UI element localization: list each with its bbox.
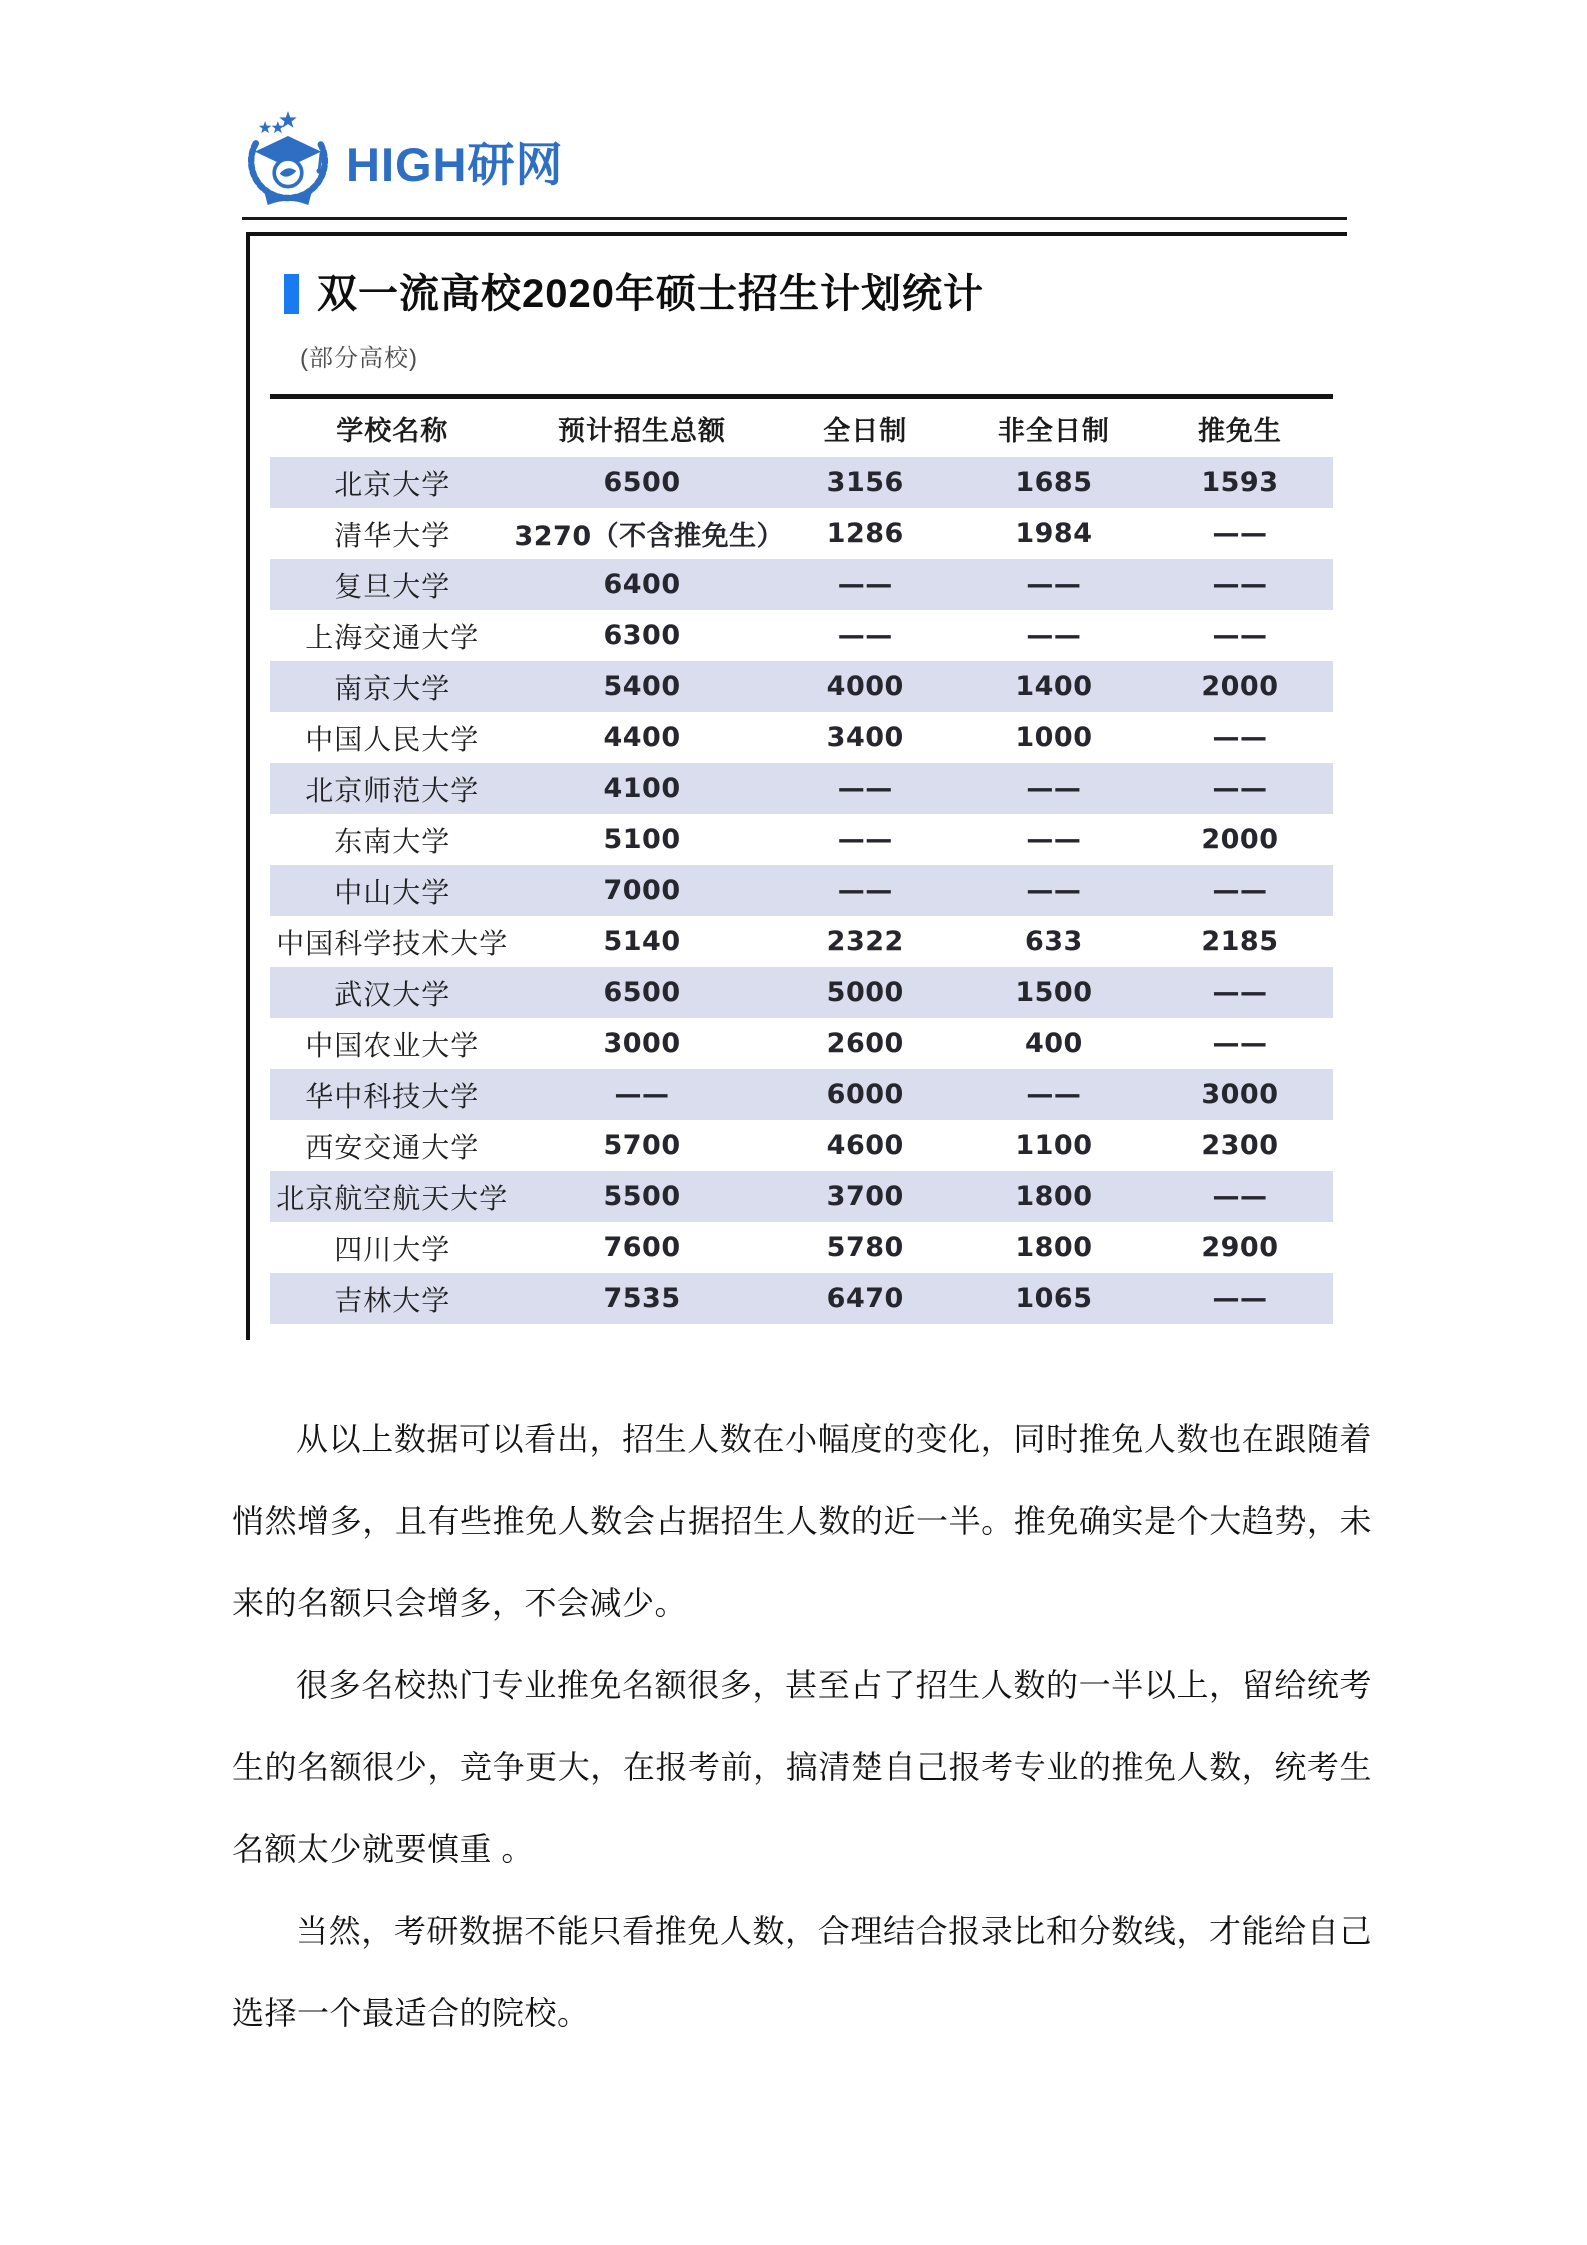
table-row bbox=[270, 1120, 1333, 1171]
value-cell: 4600 bbox=[826, 1130, 904, 1161]
value-cell: 1593 bbox=[1201, 467, 1279, 498]
header-rule bbox=[242, 217, 1347, 220]
value-cell: —— bbox=[1212, 977, 1268, 1008]
value-cell: 1400 bbox=[1015, 671, 1093, 702]
value-cell: 400 bbox=[1024, 1028, 1083, 1059]
column-header: 推免生 bbox=[1197, 415, 1282, 446]
school-name-cell: 武汉大学 bbox=[334, 978, 451, 1010]
value-cell: 3156 bbox=[826, 467, 904, 498]
value-cell: 4000 bbox=[826, 671, 904, 702]
card-title-row bbox=[284, 273, 984, 315]
value-cell: —— bbox=[1026, 569, 1082, 600]
school-name-cell: 四川大学 bbox=[334, 1233, 451, 1265]
value-cell: 2300 bbox=[1201, 1130, 1279, 1161]
value-cell: 6400 bbox=[603, 569, 681, 600]
value-cell: —— bbox=[1026, 1079, 1082, 1110]
school-name-cell: 西安交通大学 bbox=[305, 1131, 480, 1163]
value-cell: 7535 bbox=[603, 1283, 681, 1314]
column-header: 学校名称 bbox=[336, 415, 449, 446]
value-cell: —— bbox=[837, 773, 893, 804]
value-cell: 2600 bbox=[826, 1028, 904, 1059]
body-paragraph: 很多名校热门专业推免名额很多，甚至占了招生人数的一半以上，留给统考生的名额很少，竞争更大，在报考前，搞清楚自己报考专业的推免人数，统考生名额太少就要慎重 。 bbox=[232, 1667, 1372, 1867]
value-cell: 6470 bbox=[826, 1283, 904, 1314]
school-name-cell: 上海交通大学 bbox=[305, 621, 480, 653]
value-cell: 1800 bbox=[1015, 1181, 1093, 1212]
accent-bar-icon bbox=[284, 274, 299, 314]
table-row bbox=[270, 1273, 1333, 1324]
school-name-cell: 北京大学 bbox=[334, 468, 451, 500]
value-cell: 633 bbox=[1024, 926, 1083, 957]
school-name-cell: 东南大学 bbox=[334, 825, 451, 857]
value-cell: —— bbox=[837, 569, 893, 600]
value-cell: 5780 bbox=[826, 1232, 904, 1263]
brand-logo bbox=[242, 110, 564, 208]
value-cell: 1500 bbox=[1015, 977, 1093, 1008]
value-cell: 6500 bbox=[603, 977, 681, 1008]
column-header: 预计招生总额 bbox=[558, 415, 727, 446]
table-row bbox=[270, 610, 1333, 661]
value-cell: —— bbox=[1212, 1028, 1268, 1059]
school-name-cell: 南京大学 bbox=[334, 672, 451, 704]
school-name-cell: 清华大学 bbox=[334, 519, 451, 551]
value-cell: 5140 bbox=[603, 926, 681, 957]
value-cell: —— bbox=[1212, 1181, 1268, 1212]
column-header: 全日制 bbox=[823, 415, 908, 446]
body-paragraph: 从以上数据可以看出，招生人数在小幅度的变化，同时推免人数也在跟随着悄然增多，且有些推免人数会占据招生人数的近一半。推免确实是个大趋势，未来的名额只会增多，不会减少。 bbox=[232, 1421, 1372, 1621]
table-body bbox=[270, 457, 1333, 1324]
value-cell: 6500 bbox=[603, 467, 681, 498]
value-cell: 5000 bbox=[826, 977, 904, 1008]
value-cell: —— bbox=[1212, 875, 1268, 906]
value-cell: 3000 bbox=[1201, 1079, 1279, 1110]
table-row bbox=[270, 1171, 1333, 1222]
value-cell: —— bbox=[837, 875, 893, 906]
school-name-cell: 中山大学 bbox=[334, 876, 451, 908]
card-subtitle: (部分高校) bbox=[300, 345, 418, 372]
value-cell: 2900 bbox=[1201, 1232, 1279, 1263]
value-cell: 2322 bbox=[826, 926, 904, 957]
value-cell: 3000 bbox=[603, 1028, 681, 1059]
value-cell: 1984 bbox=[1015, 518, 1093, 549]
school-name-cell: 北京师范大学 bbox=[305, 774, 480, 806]
value-cell: —— bbox=[1026, 824, 1082, 855]
body-paragraph: 当然，考研数据不能只看推免人数，合理结合报录比和分数线，才能给自己选择一个最适合的院校。 bbox=[232, 1913, 1372, 2031]
value-cell: —— bbox=[1026, 773, 1082, 804]
value-cell: 2185 bbox=[1201, 926, 1279, 957]
value-cell: —— bbox=[1212, 569, 1268, 600]
value-cell: —— bbox=[1212, 518, 1268, 549]
value-cell: 2000 bbox=[1201, 824, 1279, 855]
table-header-row bbox=[270, 399, 1333, 457]
table-row bbox=[270, 559, 1333, 610]
value-cell: 4400 bbox=[603, 722, 681, 753]
stats-card bbox=[246, 232, 1347, 1340]
table-row bbox=[270, 1069, 1333, 1120]
value-cell: —— bbox=[1212, 722, 1268, 753]
table-row bbox=[270, 457, 1333, 508]
school-name-cell: 吉林大学 bbox=[334, 1284, 451, 1316]
school-name-cell: 中国农业大学 bbox=[305, 1029, 480, 1061]
school-name-cell: 中国人民大学 bbox=[305, 723, 480, 755]
value-cell: 4100 bbox=[603, 773, 681, 804]
value-cell: 1286 bbox=[826, 518, 904, 549]
value-cell: 1800 bbox=[1015, 1232, 1093, 1263]
table-row bbox=[270, 1222, 1333, 1273]
table-row bbox=[270, 814, 1333, 865]
brand-emblem-icon bbox=[242, 110, 334, 208]
value-cell: —— bbox=[614, 1079, 670, 1110]
value-cell: 5100 bbox=[603, 824, 681, 855]
brand-wordmark: HIGH研网 bbox=[346, 137, 564, 191]
table-row bbox=[270, 712, 1333, 763]
article-body bbox=[232, 1398, 1372, 2054]
value-cell: 3700 bbox=[826, 1181, 904, 1212]
value-cell: 1100 bbox=[1015, 1130, 1093, 1161]
value-cell: —— bbox=[1212, 1283, 1268, 1314]
value-cell: 5400 bbox=[603, 671, 681, 702]
column-header: 非全日制 bbox=[997, 415, 1110, 446]
value-cell: 3270（不含推免生） bbox=[514, 521, 785, 552]
value-cell: 1065 bbox=[1015, 1283, 1093, 1314]
value-cell: 5700 bbox=[603, 1130, 681, 1161]
value-cell: —— bbox=[1212, 773, 1268, 804]
table-row bbox=[270, 865, 1333, 916]
value-cell: 1685 bbox=[1015, 467, 1093, 498]
table-row bbox=[270, 1018, 1333, 1069]
value-cell: —— bbox=[837, 620, 893, 651]
value-cell: 6000 bbox=[826, 1079, 904, 1110]
card-title: 双一流高校2020年硕士招生计划统计 bbox=[317, 272, 984, 316]
table-row bbox=[270, 661, 1333, 712]
table-row bbox=[270, 763, 1333, 814]
value-cell: —— bbox=[1026, 875, 1082, 906]
table-row bbox=[270, 916, 1333, 967]
school-name-cell: 北京航空航天大学 bbox=[276, 1182, 509, 1214]
value-cell: —— bbox=[1026, 620, 1082, 651]
value-cell: 7600 bbox=[603, 1232, 681, 1263]
school-name-cell: 中国科学技术大学 bbox=[276, 927, 509, 959]
value-cell: —— bbox=[837, 824, 893, 855]
school-name-cell: 华中科技大学 bbox=[305, 1080, 480, 1112]
value-cell: 3400 bbox=[826, 722, 904, 753]
value-cell: 5500 bbox=[603, 1181, 681, 1212]
value-cell: 2000 bbox=[1201, 671, 1279, 702]
school-name-cell: 复旦大学 bbox=[334, 570, 451, 602]
value-cell: 7000 bbox=[603, 875, 681, 906]
value-cell: —— bbox=[1212, 620, 1268, 651]
value-cell: 1000 bbox=[1015, 722, 1093, 753]
table-row bbox=[270, 508, 1333, 559]
table-row bbox=[270, 967, 1333, 1018]
value-cell: 6300 bbox=[603, 620, 681, 651]
